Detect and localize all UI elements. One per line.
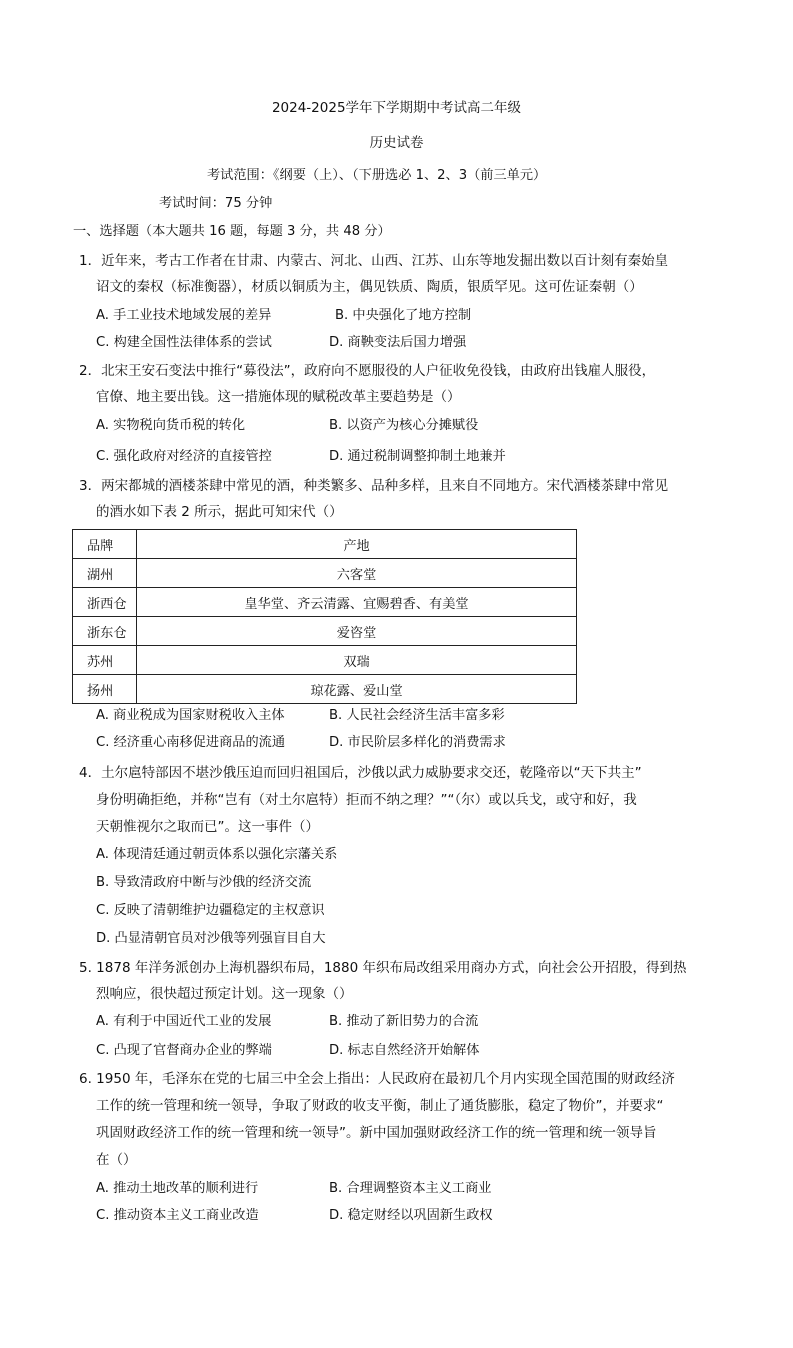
wine-table — [72, 529, 577, 704]
question-stem-line: 在（） — [96, 1152, 137, 1168]
option-b: B. 推动了新旧势力的合流 — [329, 1014, 479, 1029]
table-cell: 六客堂 — [137, 559, 577, 588]
table-cell: 琼花露、爱山堂 — [137, 675, 577, 704]
question-stem-line: 天朝惟视尔之取而已”。这一事件（） — [96, 819, 319, 835]
option-b: B. 导致清政府中断与沙俄的经济交流 — [96, 875, 312, 890]
table-cell: 扬州 — [73, 675, 137, 704]
option-c: C. 推动资本主义工商业改造 — [96, 1208, 259, 1223]
option-a: A. 实物税向货币税的转化 — [96, 418, 246, 433]
table-row — [73, 646, 577, 675]
option-c: C. 经济重心南移促进商品的流通 — [96, 735, 286, 750]
option-a: A. 手工业技术地域发展的差异 — [96, 308, 272, 323]
table-cell: 皇华堂、齐云清露、宜赐碧香、有美堂 — [137, 588, 577, 617]
table-row — [73, 559, 577, 588]
table-header-cell: 产地 — [137, 530, 577, 559]
question-stem-line: 6. 1950 年，毛泽东在党的七届三中全会上指出：人民政府在最初几个月内实现全国范围的财政经济 — [79, 1071, 675, 1087]
option-a: A. 商业税成为国家财税收入主体 — [96, 708, 285, 723]
question-stem-line: 巩固财政经济工作的统一管理和统一领导”。新中国加强财政经济工作的统一管理和统一领导旨 — [96, 1125, 657, 1141]
question-stem-line: 的酒水如下表 2 所示，据此可知宋代（） — [96, 504, 343, 520]
option-d: D. 凸显清朝官员对沙俄等列强盲目自大 — [96, 931, 326, 946]
exam-time: 考试时间：75 分钟 — [159, 196, 273, 211]
option-d: D. 商鞅变法后国力增强 — [329, 335, 467, 350]
table-row — [73, 588, 577, 617]
question-stem-line: 4．土尔扈特部因不堪沙俄压迫而回归祖国后，沙俄以武力威胁要求交还，乾隆帝以“天下共主” — [79, 765, 642, 781]
option-a: A. 有利于中国近代工业的发展 — [96, 1014, 272, 1029]
table-row — [73, 617, 577, 646]
exam-title: 2024-2025学年下学期期中考试高二年级 — [271, 100, 522, 116]
table-cell: 浙西仓 — [73, 588, 137, 617]
option-a: A. 体现清廷通过朝贡体系以强化宗藩关系 — [96, 847, 338, 862]
question-stem-line: 5. 1878 年洋务派创办上海机器织布局，1880 年织布局改组采用商办方式，向社会公开招股，得到热 — [79, 960, 687, 976]
table-cell: 爱咨堂 — [137, 617, 577, 646]
table-cell: 双瑞 — [137, 646, 577, 675]
option-b: B. 合理调整资本主义工商业 — [329, 1181, 492, 1196]
question-stem-line: 2．北宋王安石变法中推行“募役法”，政府向不愿服役的人户征收免役钱，由政府出钱雇人服役， — [79, 363, 656, 379]
option-c: C. 强化政府对经济的直接管控 — [96, 449, 272, 464]
exam-subject: 历史试卷 — [369, 135, 424, 151]
option-c: C. 构建全国性法律体系的尝试 — [96, 335, 272, 350]
question-stem-line: 官僚、地主要出钱。这一措施体现的赋税改革主要趋势是（） — [96, 389, 461, 405]
option-c: C. 反映了清朝维护边疆稳定的主权意识 — [96, 903, 325, 918]
table-cell: 苏州 — [73, 646, 137, 675]
question-stem-line: 身份明确拒绝，并称“岂有（对土尔扈特）拒而不纳之理？”“（尔）或以兵戈，或守和好，我 — [96, 792, 637, 808]
table-row — [73, 675, 577, 704]
option-b: B. 以资产为核心分摊赋役 — [329, 418, 479, 433]
option-b: B. 人民社会经济生活丰富多彩 — [329, 708, 505, 723]
question-stem-line: 烈响应，很快超过预定计划。这一现象（） — [96, 986, 353, 1002]
question-stem-line: 3．两宋都城的酒楼茶肆中常见的酒，种类繁多、品种多样，且来自不同地方。宋代酒楼茶肆中常见 — [79, 478, 669, 494]
option-d: D. 稳定财经以巩固新生政权 — [329, 1208, 493, 1223]
option-d: D. 市民阶层多样化的消费需求 — [329, 735, 506, 750]
table-header-row — [73, 530, 577, 559]
option-c: C. 凸现了官督商办企业的弊端 — [96, 1043, 272, 1058]
option-b: B. 中央强化了地方控制 — [335, 308, 472, 323]
table-header-cell: 品牌 — [73, 530, 137, 559]
question-stem-line: 工作的统一管理和统一领导，争取了财政的收支平衡，制止了通货膨胀，稳定了物价”，并要求“ — [96, 1098, 664, 1114]
question-stem-line: 诏文的秦权（标准衡器），材质以铜质为主，偶见铁质、陶质，银质罕见。这可佐证秦朝（） — [96, 279, 643, 295]
option-d: D. 标志自然经济开始解体 — [329, 1043, 480, 1058]
table-cell: 浙东仓 — [73, 617, 137, 646]
table-cell: 湖州 — [73, 559, 137, 588]
section-heading: 一、选择题（本大题共 16 题，每题 3 分，共 48 分） — [73, 224, 391, 239]
exam-scope: 考试范围：《纲要（上）、（下册选必 1、2、3（前三单元） — [207, 168, 547, 183]
option-d: D. 通过税制调整抑制土地兼并 — [329, 449, 506, 464]
question-stem-line: 1．近年来，考古工作者在甘肃、内蒙古、河北、山西、江苏、山东等地发掘出数以百计刻有秦始皇 — [79, 253, 669, 269]
option-a: A. 推动土地改革的顺利进行 — [96, 1181, 259, 1196]
